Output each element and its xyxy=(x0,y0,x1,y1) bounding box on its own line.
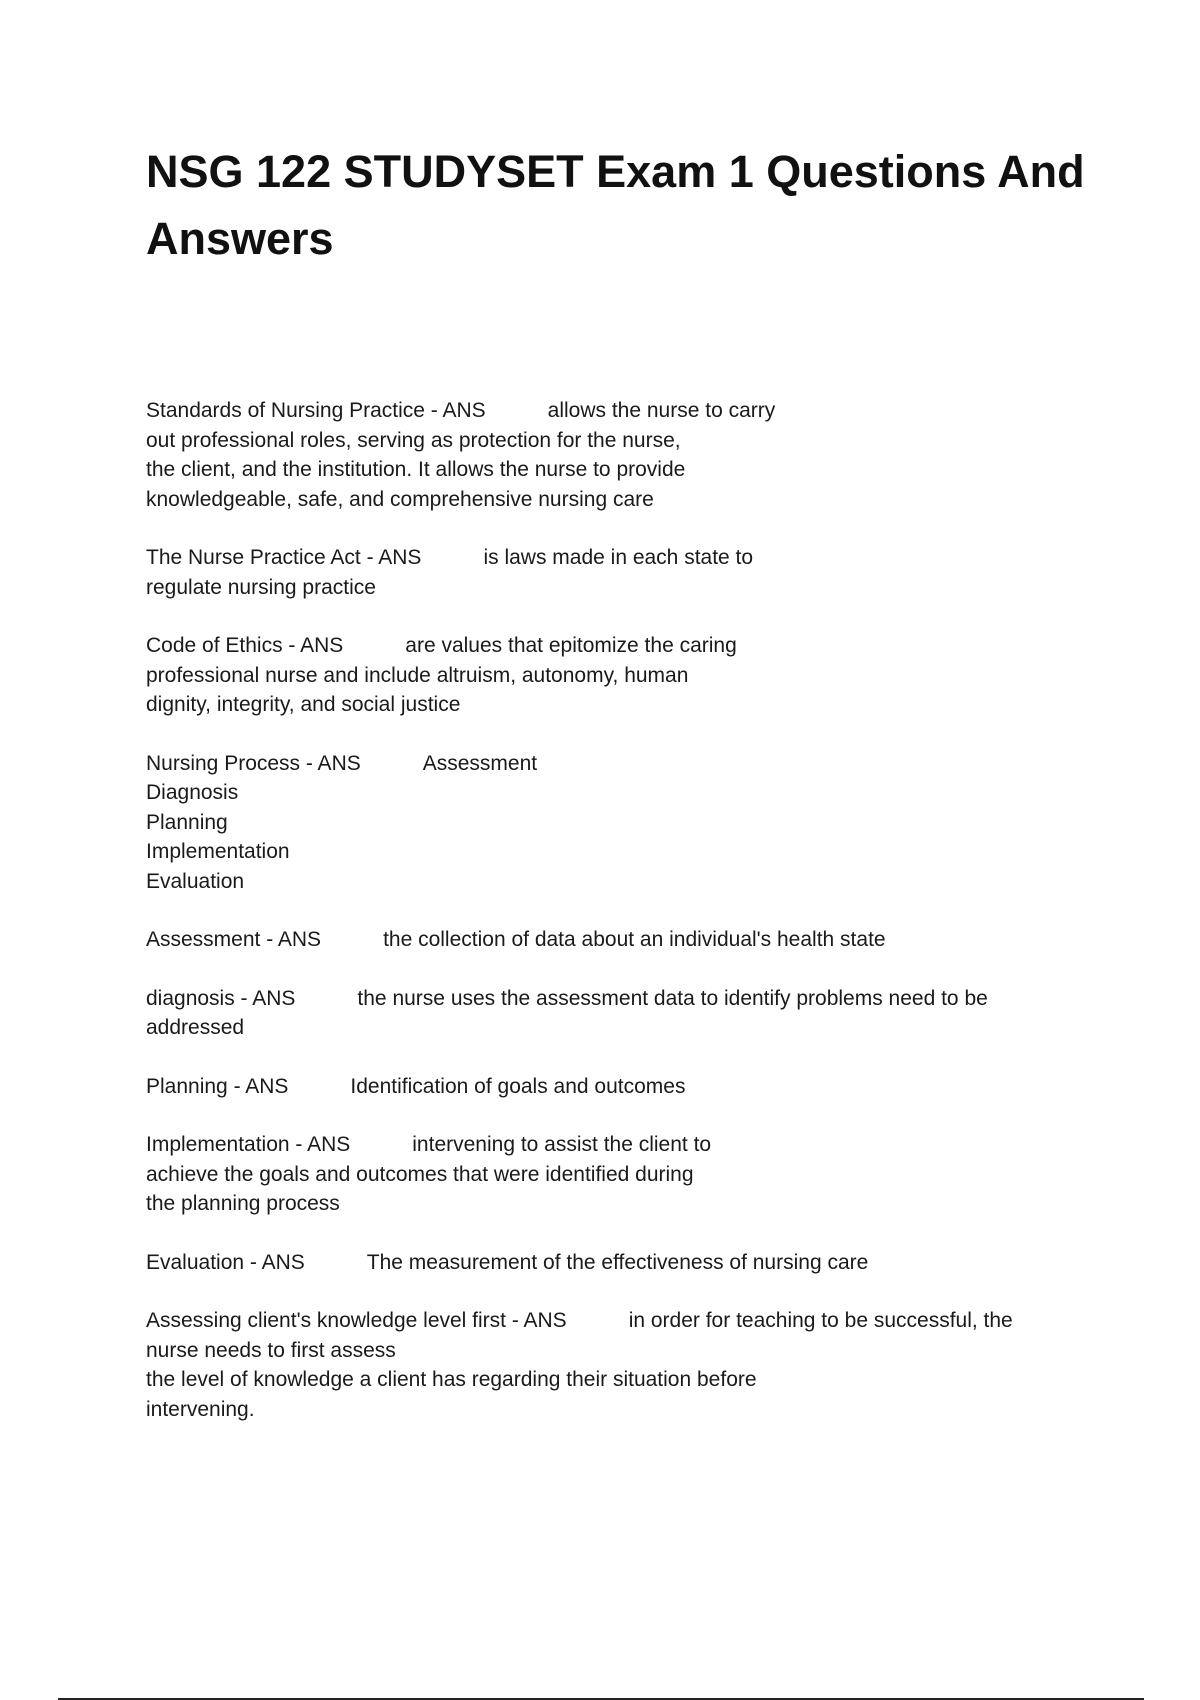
qa-answer: is laws made in each state to xyxy=(483,546,754,569)
qa-first-line xyxy=(146,543,1086,573)
qa-answer-line: the planning process xyxy=(146,1192,340,1215)
qa-answer-line: addressed xyxy=(146,1016,245,1039)
qa-first-line xyxy=(146,1130,1086,1160)
qa-answer-line: regulate nursing practice xyxy=(146,575,376,599)
qa-answer-line: knowledgeable, safe, and comprehensive nursing care xyxy=(146,487,654,511)
qa-answer: Assessment xyxy=(422,751,538,775)
qa-first-line xyxy=(146,1306,1086,1336)
qa-term: Assessing client's knowledge level first - ANS xyxy=(146,1309,567,1332)
qa-first-line xyxy=(146,749,1086,779)
qa-first-line xyxy=(146,631,1086,661)
qa-entry xyxy=(146,543,1086,602)
qa-answer: in order for teaching to be successful, the xyxy=(628,1309,1013,1332)
qa-answer: the collection of data about an individual's health state xyxy=(383,928,886,951)
qa-entry xyxy=(146,1072,1086,1102)
qa-term: Code of Ethics - ANS xyxy=(146,634,344,657)
qa-first-line xyxy=(146,396,1086,426)
qa-entry xyxy=(146,749,1086,897)
qa-answer-line: intervening. xyxy=(146,1397,255,1421)
qa-answer: intervening to assist the client to xyxy=(412,1133,712,1156)
qa-answer: The measurement of the effectiveness of nursing care xyxy=(366,1250,869,1274)
qa-answer: allows the nurse to carry xyxy=(547,399,776,422)
qa-answer: Identification of goals and outcomes xyxy=(350,1074,686,1098)
qa-entry xyxy=(146,1130,1086,1219)
qa-term: The Nurse Practice Act - ANS xyxy=(146,546,422,569)
qa-entry xyxy=(146,631,1086,720)
qa-term: Implementation - ANS xyxy=(146,1133,351,1156)
qa-answer-line: Planning xyxy=(146,810,228,834)
qa-list xyxy=(146,396,1086,1453)
qa-first-line xyxy=(146,1072,1086,1102)
qa-term: Nursing Process - ANS xyxy=(146,751,361,775)
qa-first-line xyxy=(146,984,1086,1014)
qa-answer-line: professional nurse and include altruism, autonomy, human xyxy=(146,663,689,687)
qa-answer-line: achieve the goals and outcomes that were identified during xyxy=(146,1162,694,1186)
qa-answer-line: Implementation xyxy=(146,840,290,863)
qa-first-line xyxy=(146,925,1086,955)
page-title: NSG 122 STUDYSET Exam 1 Questions And Answers xyxy=(146,146,1085,264)
qa-term: Planning - ANS xyxy=(146,1074,289,1098)
qa-answer: the nurse uses the assessment data to identify problems need to be xyxy=(357,986,988,1010)
qa-entry xyxy=(146,984,1086,1043)
qa-term: Assessment - ANS xyxy=(146,928,322,951)
qa-answer-line: dignity, integrity, and social justice xyxy=(146,693,461,716)
qa-answer-line: out professional roles, serving as protection for the nurse, xyxy=(146,428,681,452)
qa-answer-line: Diagnosis xyxy=(146,781,239,804)
qa-entry xyxy=(146,396,1086,514)
qa-term: diagnosis - ANS xyxy=(146,986,296,1010)
qa-term: Evaluation - ANS xyxy=(146,1250,305,1274)
qa-entry xyxy=(146,1306,1086,1424)
qa-term: Standards of Nursing Practice - ANS xyxy=(146,399,486,422)
qa-answer: are values that epitomize the caring xyxy=(405,634,737,657)
qa-entry xyxy=(146,1248,1086,1278)
qa-entry xyxy=(146,925,1086,955)
qa-first-line xyxy=(146,1248,1086,1278)
qa-answer-line: Evaluation xyxy=(146,869,245,893)
qa-answer-line: nurse needs to first assess xyxy=(146,1338,396,1362)
qa-answer-line: the level of knowledge a client has regarding their situation before xyxy=(146,1368,757,1391)
qa-answer-line: the client, and the institution. It allows the nurse to provide xyxy=(146,458,686,481)
